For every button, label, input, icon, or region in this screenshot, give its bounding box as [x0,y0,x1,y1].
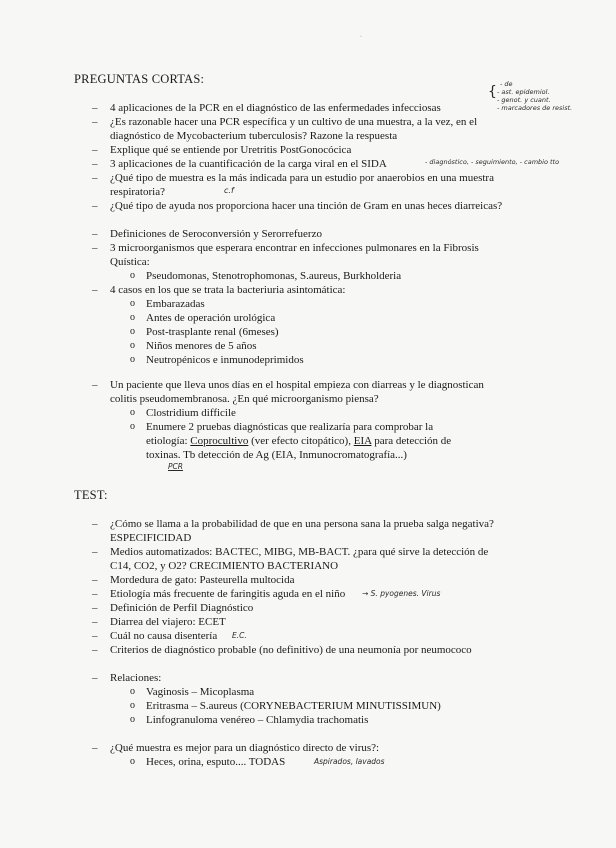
test-item: – Definición de Perfil Diagnóstico [92,602,254,614]
test-item: – Relaciones: [92,672,162,684]
test-item: – ¿Cómo se llama a la probabilidad de que en una persona sana la prueba salga negativa? ESPECIFICIDAD [92,518,494,544]
test-item: – Etiología más frecuente de faringitis aguda en el niño [92,588,346,600]
short-item: – 4 casos en los que se trata la bacteriuria asintomática: [92,284,346,296]
short-item: – 3 microorganismos que esperara encontrar en infecciones pulmonares en la Fibrosis Quística: [92,242,479,268]
handwritten-note: - de [500,80,513,88]
scan-mark: · [360,34,362,40]
short-item: – Definiciones de Seroconversión y Serorrefuerzo [92,228,322,240]
handwritten-note: - marcadores de resist. [497,104,573,112]
handwritten-note: - ast. epidemiol. [497,88,550,96]
relation-item: o Vaginosis – Micoplasma [130,686,255,698]
short-item: – ¿Qué tipo de muestra es la más indicada para un estudio por anaerobios en una muestra respiratoria? [92,172,494,198]
handwritten-note: PCR [168,462,183,471]
handwritten-note: Aspirados, lavados [314,757,385,766]
test-item: – Diarrea del viajero: ECET [92,616,226,628]
test-item: – Cuál no causa disentería [92,630,218,642]
relation-item: o Eritrasma – S.aureus (CORYNEBACTERIUM MINUTISSIMUN) [130,700,441,712]
short-item: – ¿Es razonable hacer una PCR específica y un cultivo de una muestra, a la vez, en el diagnóstico de Mycobacterium tuberculosis? Razone la respuesta [92,116,478,142]
short-item: – 3 aplicaciones de la cuantificación de la carga viral en el SIDA [92,158,387,170]
handwritten-note: - diagnóstico, - seguimiento, - cambio tto [425,158,560,166]
clinical-case-question: – Un paciente que lleva unos días en el hospital empieza con diarreas y le diagnostican colitis pseudomembranosa. ¿En qué microorganismo piensa? [92,379,484,405]
handwritten-note: E.C. [232,631,247,640]
fq-sub-item: o Pseudomonas, Stenotrophomonas, S.aureus, Burkholderia [130,270,402,282]
bact-sub-item: o Post-trasplante renal (6meses) [130,326,279,338]
bact-sub-item: o Antes de operación urológica [130,312,276,324]
bact-sub-item: o Embarazadas [130,298,205,310]
clinical-case-answer: o Clostridium difficile [130,407,236,419]
test-item: – Mordedura de gato: Pasteurella multocida [92,574,295,586]
virus-answer: o Heces, orina, esputo.... TODAS [130,756,286,768]
short-item: – Explique qué se entiende por Uretritis PostGonocócica [92,144,352,156]
handwritten-note: c.f [224,186,234,195]
relation-item: o Linfogranuloma venéreo – Chlamydia trachomatis [130,714,369,726]
handwritten-note: - genot. y cuant. [497,96,551,104]
bact-sub-item: o Neutropénicos e inmunodeprimidos [130,354,304,366]
clinical-case-tests: o Enumere 2 pruebas diagnósticas que realizaría para comprobar la etiología: Coprocultivo (ver efecto citopático), EIA para detección de toxinas. Tb detección de Ag (EIA, Inmunocromatografía...) [130,421,452,461]
short-item: – ¿Qué tipo de ayuda nos proporciona hacer una tinción de Gram en unas heces diarreicas? [92,200,503,212]
handwritten-note: → S. pyogenes. Virus [362,589,441,598]
test-title: TEST: [74,488,108,502]
hand-brace: { [488,84,497,100]
test-item: – Criterios de diagnóstico probable (no definitivo) de una neumonía por neumococo [92,644,472,656]
virus-question: – ¿Qué muestra es mejor para un diagnóstico directo de virus?: [92,742,380,754]
short-item: – 4 aplicaciones de la PCR en el diagnóstico de las enfermedades infecciosas [92,102,441,114]
test-item: – Medios automatizados: BACTEC, MIBG, MB-BACT. ¿para qué sirve la detección de C14, CO2, y O2? CRECIMIENTO BACTERIANO [92,546,489,572]
short-questions-title: PREGUNTAS CORTAS: [74,72,205,86]
bact-sub-item: o Niños menores de 5 años [130,340,257,352]
